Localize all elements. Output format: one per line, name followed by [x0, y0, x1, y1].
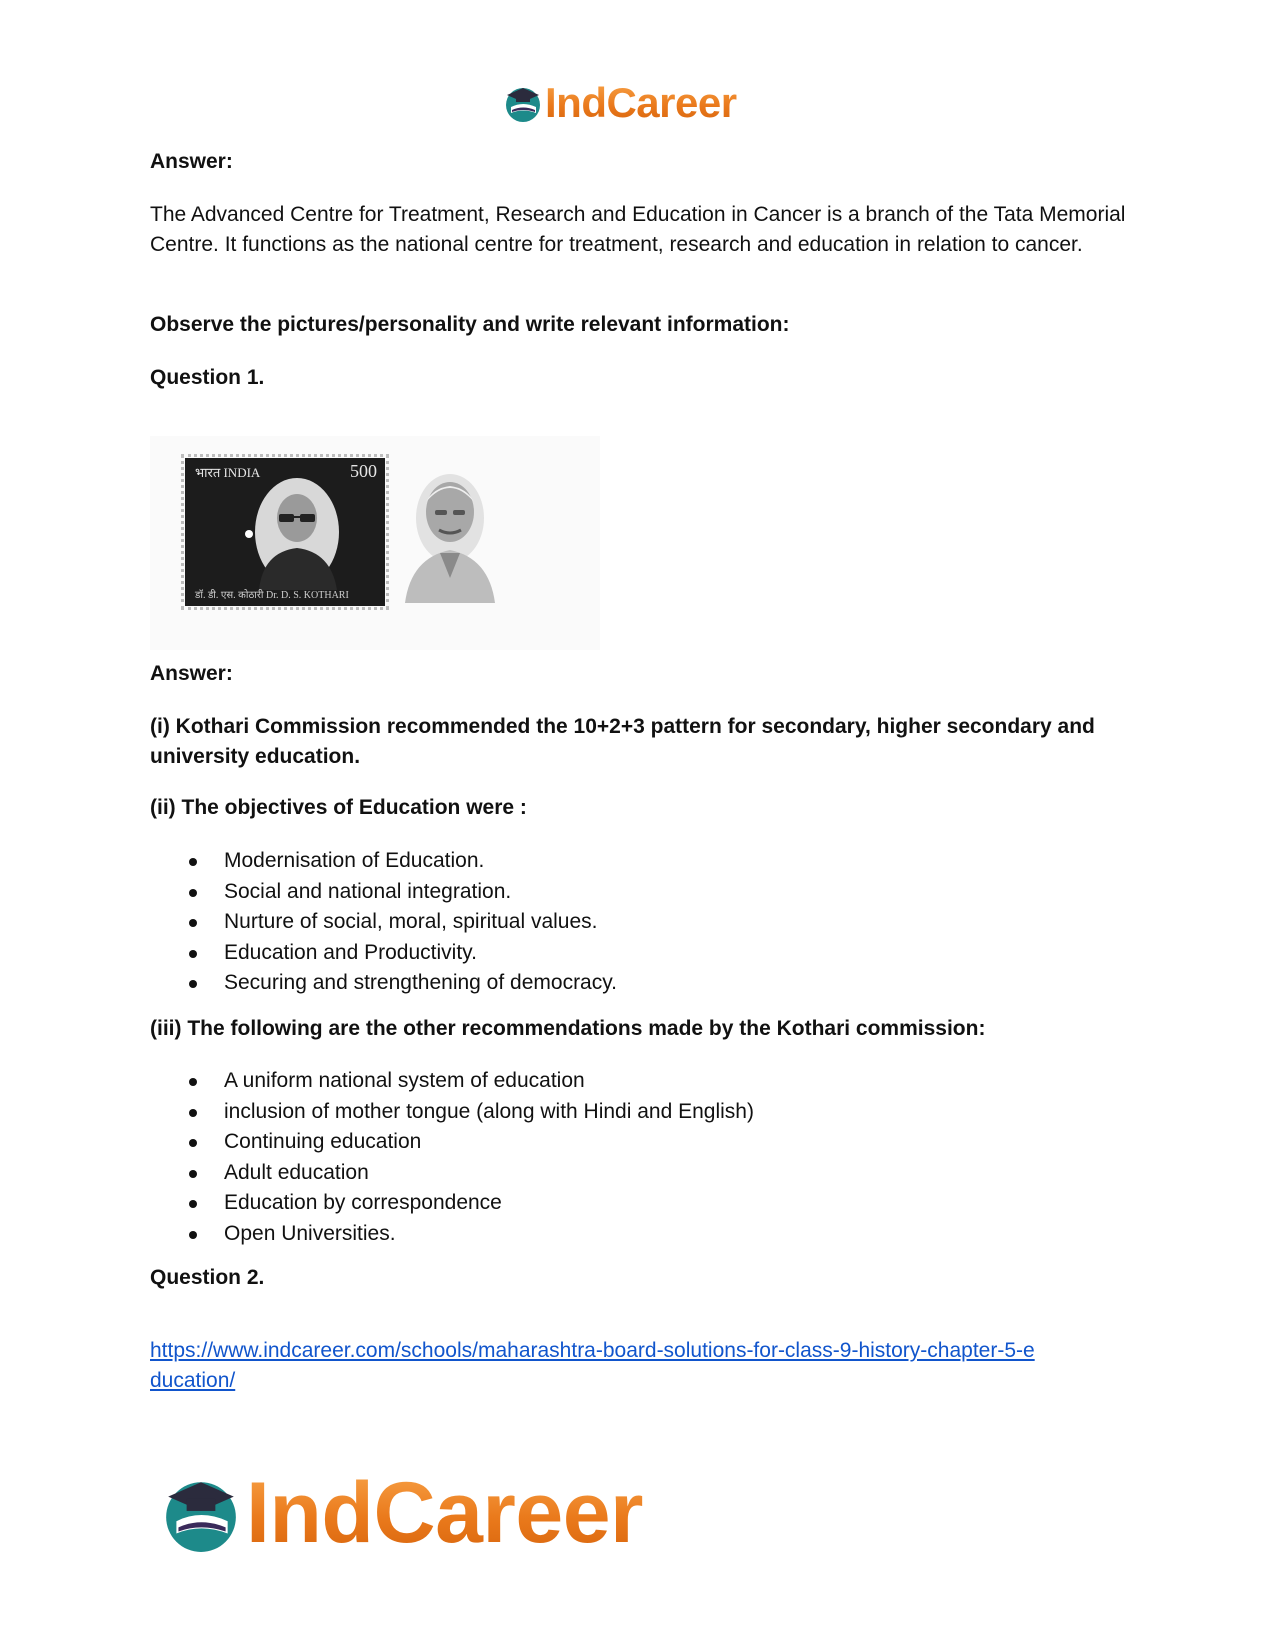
graduation-cap-book-globe-icon — [160, 1472, 242, 1554]
stamp-portrait-icon — [245, 472, 345, 590]
list-item: Education by correspondence — [150, 1188, 1110, 1219]
answer-label: Answer: — [150, 662, 233, 685]
instruction-heading: Observe the pictures/personality and write relevant information: — [150, 313, 790, 336]
answer-point-2: (ii) The objectives of Education were : — [150, 796, 527, 819]
header-logo — [503, 79, 737, 126]
recommendations-list — [150, 1066, 1110, 1249]
list-item: Continuing education — [150, 1127, 1110, 1158]
list-item: Adult education — [150, 1158, 1110, 1189]
stamp-country: भारत INDIA — [195, 465, 261, 480]
question-1-label: Question 1. — [150, 366, 265, 389]
question-1-figure — [150, 436, 600, 650]
list-item: Social and national integration. — [150, 877, 1110, 908]
logo-text: IndCareer — [545, 79, 737, 126]
postage-stamp-image — [185, 458, 385, 606]
answer-point-3: (iii) The following are the other recommendations made by the Kothari commission: — [150, 1017, 986, 1040]
answer-paragraph: The Advanced Centre for Treatment, Research and Education in Cancer is a branch of the Tata Memorial Centre. It functions as the national centre for treatment, research and education in relation to cancer. — [150, 203, 1126, 256]
portrait-image — [395, 458, 505, 603]
list-item: A uniform national system of education — [150, 1066, 1110, 1097]
question-2-label: Question 2. — [150, 1266, 265, 1289]
source-link-block — [150, 1336, 1130, 1396]
source-link[interactable] — [150, 1339, 1035, 1392]
source-link-line-2: ducation/ — [150, 1369, 236, 1392]
list-item: Nurture of social, moral, spiritual values. — [150, 907, 1110, 938]
answer-point-1: (i) Kothari Commission recommended the 10+2+3 pattern for secondary, higher secondary and university education. — [150, 715, 1095, 768]
stamp-value: 500 — [350, 461, 377, 481]
graduation-cap-book-globe-icon — [503, 83, 543, 123]
list-item: Modernisation of Education. — [150, 846, 1110, 877]
answer-label: Answer: — [150, 150, 233, 173]
logo-text: IndCareer — [246, 1465, 643, 1561]
list-item: Securing and strengthening of democracy. — [150, 968, 1110, 999]
list-item: Open Universities. — [150, 1219, 1110, 1250]
source-link-line-1: https://www.indcareer.com/schools/maharashtra-board-solutions-for-class-9-history-chapter-5-e — [150, 1339, 1035, 1362]
list-item: Education and Productivity. — [150, 938, 1110, 969]
stamp-caption: डॉ. डी. एस. कोठारी Dr. D. S. KOTHARI — [195, 590, 349, 601]
list-item: inclusion of mother tongue (along with Hindi and English) — [150, 1097, 1110, 1128]
footer-logo — [160, 1465, 643, 1561]
objectives-list — [150, 846, 1110, 999]
